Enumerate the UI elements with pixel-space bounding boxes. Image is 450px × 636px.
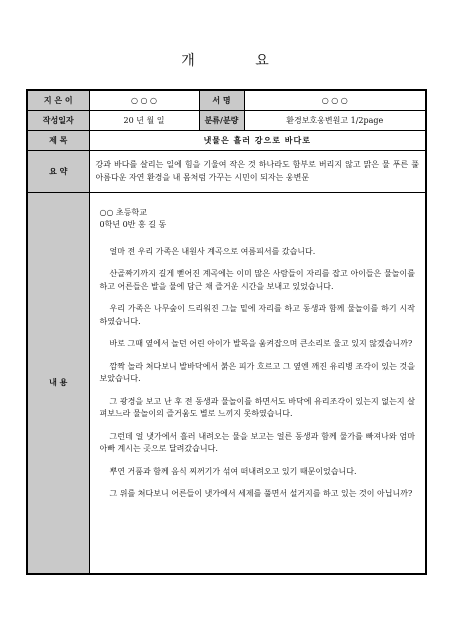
date-value: 20 년 월 일 xyxy=(89,110,199,130)
school-name: ○○ 초등학교 xyxy=(99,207,147,217)
signature-label: 서 명 xyxy=(199,90,244,110)
content-paragraph: 바로 그때 옆에서 놀던 어린 아이가 발목을 움켜잡으며 큰소리로 울고 있지 않겠습니까? xyxy=(109,339,413,348)
content-paragraph: 얼마 전 우리 가족은 내원사 계곡으로 여름피서를 갔습니다. xyxy=(109,246,316,256)
author-label: 지 은 이 xyxy=(27,90,89,110)
category-value: 환경보호웅변원고 1/2page xyxy=(244,110,426,130)
content-paragraph: 그런데 얼 냇가에서 흘러 내려오는 물을 보고는 얼른 동생과 함께 물가를 빠져나와 엄마 아빠 계시는 곳으로 달려갔습니다. xyxy=(99,431,415,453)
signature-value: ○ ○ ○ xyxy=(244,90,426,110)
content-paragraph: 그 위를 쳐다보니 어른들이 냇가에서 세제를 풀면서 설거지를 하고 있는 것이 아닙니까? xyxy=(109,489,413,498)
content-paragraph: 산골짜기까지 길게 뻗어진 계곡에는 이미 많은 사람들이 자리를 잡고 아이들은 물놀이를 하고 어른들은 발을 물에 담근 채 즐거운 시간을 보내고 있었습니다. xyxy=(99,269,415,291)
summary-label: 요 약 xyxy=(27,150,89,192)
subject-label: 제 목 xyxy=(27,130,89,150)
subject-value: 냇물은 흘러 강으로 바다로 xyxy=(89,130,426,150)
summary-text: 강과 바다를 살리는 일에 힘을 기울여 작은 것 하나라도 함부로 버리지 않고 맑은 물 푸른 풀 아름다운 자연 환경을 내 몸처럼 가꾸는 시민이 되자는 웅변문 xyxy=(89,150,426,192)
content-paragraph: 우리 가족은 나무숲이 드리워진 그늘 밑에 자리를 하고 동생과 함께 물놀이를 하기 시작하였습니다. xyxy=(99,304,415,326)
overview-form-table xyxy=(26,89,427,575)
student-name: 0학년 0반 홍 길 동 xyxy=(99,220,167,229)
date-label: 작성일자 xyxy=(27,110,89,130)
author-value: ○ ○ ○ xyxy=(89,90,199,110)
content-paragraph: 그 광경을 보고 난 후 전 동생과 물놀이를 하면서도 바닥에 유리조각이 있는지 없는지 살펴보느라 물놀이의 즐거움도 별로 느끼지 못하였습니다. xyxy=(99,396,415,418)
content-body xyxy=(89,192,426,574)
category-label: 분류/분량 xyxy=(199,110,244,130)
content-label: 내 용 xyxy=(27,192,89,574)
content-paragraph: 깜짝 놀라 쳐다보니 발바닥에서 붉은 피가 흐르고 그 옆엔 깨진 유리병 조각이 있는 것을 보았습니다. xyxy=(99,361,415,383)
document-title: 개 요 xyxy=(181,53,297,69)
content-paragraph: 뿌연 거품과 함께 음식 찌꺼기가 섞여 떠내려오고 있기 때문이었습니다. xyxy=(109,466,357,476)
